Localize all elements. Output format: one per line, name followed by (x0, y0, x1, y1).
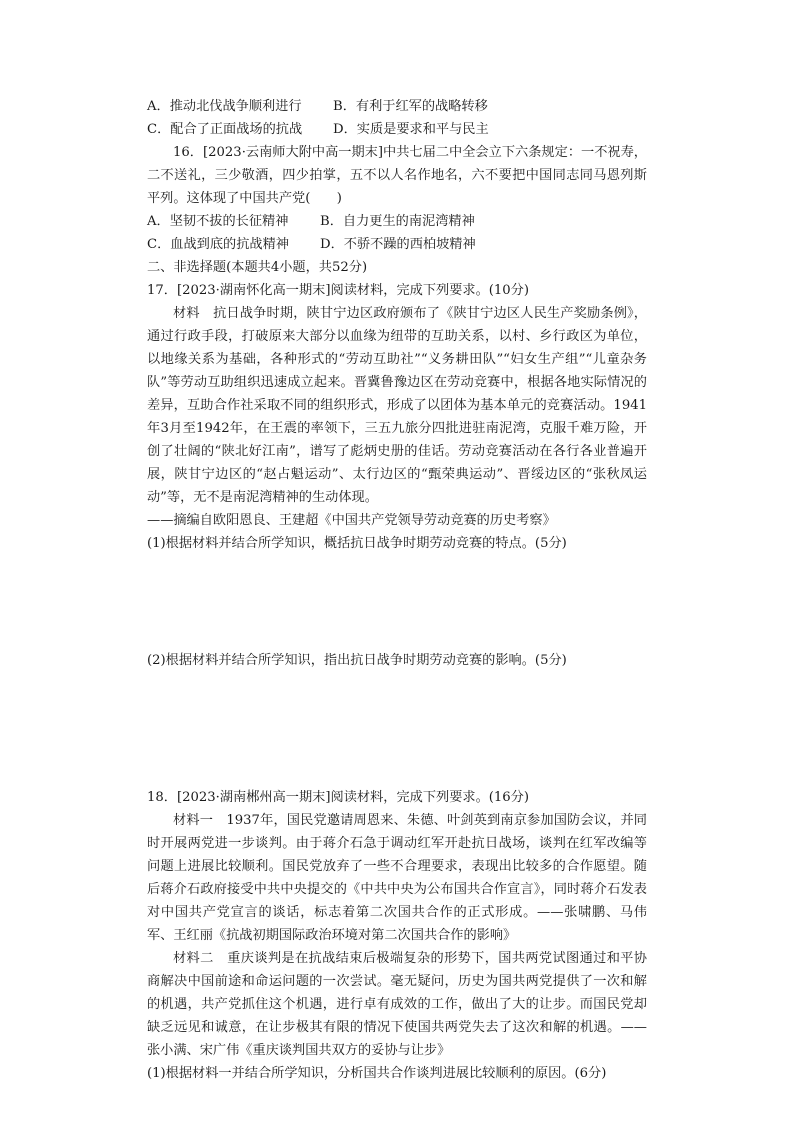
q16-option-c[interactable]: C．血战到底的抗战精神 (147, 237, 289, 252)
q15-option-a[interactable]: A．推动北伐战争顺利进行 (147, 99, 302, 114)
answer-space-17-1[interactable] (147, 555, 647, 649)
page-content (147, 95, 647, 1085)
q16-stem: 16．[2023·云南师大附中高一期末]中共七届二中全会立下六条规定：一不祝寿，二不送礼，三少敬酒，四少拍掌，五不以人名作地名，六不要把中国同志同马恩列斯平列。这体现了中国共产党( ) (147, 145, 647, 206)
q17-stem: 17．[2023·湖南怀化高一期末]阅读材料，完成下列要求。(10分) (147, 283, 530, 298)
answer-space-17-2[interactable] (147, 672, 647, 786)
q15-option-d[interactable]: D．实质是要求和平与民主 (333, 122, 489, 137)
q15-options-row1 (147, 95, 647, 118)
q18-stem: 18．[2023·湖南郴州高一期末]阅读材料，完成下列要求。(16分) (147, 790, 530, 805)
q15-option-c[interactable]: C．配合了正面战场的抗战 (147, 122, 303, 137)
q16-options-row1 (147, 210, 647, 233)
section-heading: 二、非选择题(本题共4小题，共52分) (147, 260, 368, 275)
q15-option-b[interactable]: B．有利于红军的战略转移 (333, 99, 488, 114)
q16-option-a[interactable]: A．坚韧不拔的长征精神 (147, 214, 289, 229)
q16-option-b[interactable]: B．自力更生的南泥湾精神 (320, 214, 475, 229)
q18-material2: 材料二 重庆谈判是在抗战结束后极端复杂的形势下，国共两党试图通过和平协商解决中国前途和命运问题的一次尝试。毫无疑问，历史为国共两党提供了一次和解的机遇，共产党抓住这个机遇，进行卓有成效的工作，做出了大的让步。而国民党却缺乏远见和诚意，在让步极其有限的情况下使国共两党失去了这次和解的机遇。——张小满、宋广伟《重庆谈判国共双方的妥协与让步》 (147, 951, 647, 1058)
q17-sub1: (1)根据材料并结合所学知识，概括抗日战争时期劳动竞赛的特点。(5分) (147, 536, 567, 551)
q17-source: ——摘编自欧阳恩良、王建超《中国共产党领导劳动竞赛的历史考察》 (147, 513, 556, 528)
q17-sub2: (2)根据材料并结合所学知识，指出抗日战争时期劳动竞赛的影响。(5分) (147, 653, 567, 668)
q16-option-d[interactable]: D．不骄不躁的西柏坡精神 (320, 237, 476, 252)
q16-options-row2 (147, 233, 647, 256)
q18-sub1: (1)根据材料一并结合所学知识，分析国共合作谈判进展比较顺利的原因。(6分) (147, 1066, 607, 1081)
q17-material: 材料 抗日战争时期，陕甘宁边区政府颁布了《陕甘宁边区人民生产奖励条例》，通过行政手段，打破原来大部分以血缘为纽带的互助关系，以村、乡行政区为单位，以地缘关系为基础，各种形式的“劳动互助社”“义务耕田队”“妇女生产组”“儿童杂务队”等劳动互助组织迅速成立起来。晋冀鲁豫边区在劳动竞赛中，根据各地实际情况的差异，互助合作社采取不同的组织形式，形成了以团体为基本单元的竞赛活动。1941年3月至1942年，在王震的率领下，三五九旅分四批进驻南泥湾，克服千难万险，开创了壮阔的“陕北好江南”，谱写了彪炳史册的佳话。劳动竞赛活动在各行各业普遍开展，陕甘宁边区的“赵占魁运动”、太行边区的“甄荣典运动”、晋绥边区的“张秋凤运动”等，无不是南泥湾精神的生动体现。 (147, 306, 647, 505)
q18-material1: 材料一 1937年，国民党邀请周恩来、朱德、叶剑英到南京参加国防会议，并同时开展两党进一步谈判。由于蒋介石急于调动红军开赴抗日战场，谈判在红军改编等问题上进展比较顺利。国民党放弃了一些不合理要求，表现出比较多的合作愿望。随后蒋介石政府接受中共中央提交的《中共中央为公布国共合作宣言》，同时蒋介石发表对中国共产党宣言的谈话，标志着第二次国共合作的正式形成。——张啸鹏、马伟军、王红丽《抗战初期国际政治环境对第二次国共合作的影响》 (147, 813, 647, 943)
q15-options-row2 (147, 118, 647, 141)
